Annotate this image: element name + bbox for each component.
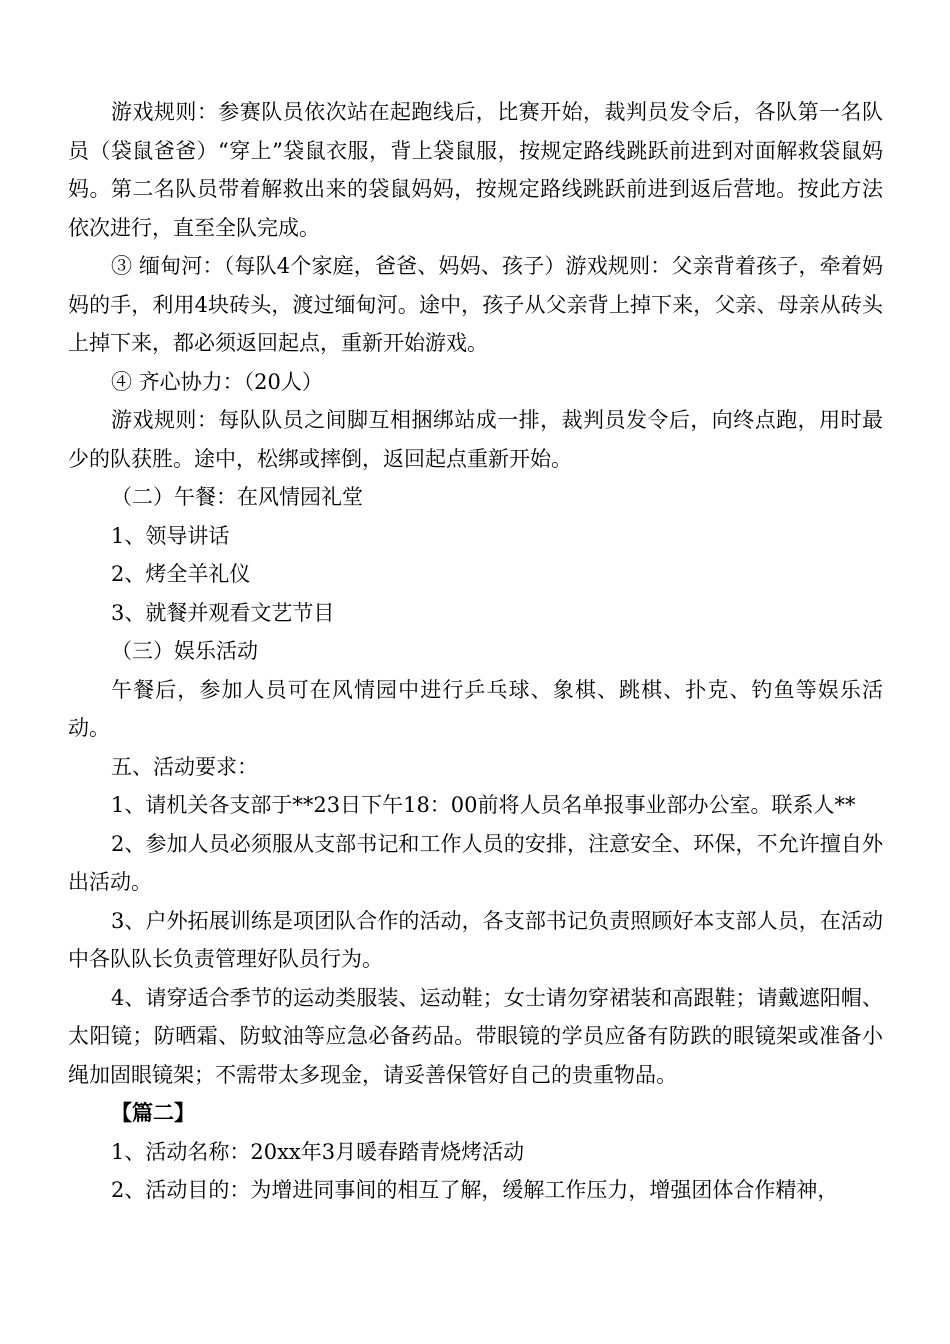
section-entertainment: （三）娱乐活动 [111,639,258,663]
requirement-2: 2、参加人员必须服从支部书记和工作人员的安排，注意安全、环保，不允许擅自外出活动。 [68,831,883,894]
part-two-item-1: 1、活动名称：20xx年3月暖春踏青烧烤活动 [111,1139,525,1164]
document-body [68,93,883,1210]
list-item-dinner-show: 3、就餐并观看文艺节目 [111,600,335,625]
requirement-4: 4、请穿适合季节的运动类服装、运动鞋；女士请勿穿裙装和高跟鞋；请戴遮阳帽、太阳镜；防晒霜、防蚊油等应急必备药品。带眼镜的学员应备有防跌的眼镜架或准备小绳加固眼镜架；不需带太多现金，请妥善保管好自己的贵重物品。 [68,985,883,1087]
section-lunch: （二）午餐：在风情园礼堂 [111,485,363,509]
requirement-3: 3、户外拓展训练是项团队合作的活动，各支部书记负责照顾好本支部人员，在活动中各队队长负责管理好队员行为。 [68,908,883,971]
list-item-roast-lamb: 2、烤全羊礼仪 [111,562,251,586]
paragraph-myanmar-river: ③ 缅甸河：（每队4个家庭，爸爸、妈妈、孩子）游戏规则：父亲背着孩子，牵着妈妈的手，利用4块砖头，渡过缅甸河。途中，孩子从父亲背上掉下来，父亲、母亲从砖头上掉下来，都必须返回起点，重新开始游戏。 [68,254,883,355]
list-item-leader-speech: 1、领导讲话 [111,523,230,548]
requirement-1: 1、请机关各支部于**23日下午18：00前将人员名单报事业部办公室。联系人** [111,793,856,817]
section-part-two: 【篇二】 [111,1100,195,1125]
part-two-item-2: 2、活动目的：为增进同事间的相互了解，缓解工作压力，增强团体合作精神， [111,1178,839,1202]
paragraph-teamwork-rules: 游戏规则：每队队员之间脚互相捆绑站成一排，裁判员发令后，向终点跑，用时最少的队获胜。途中，松绑或摔倒，返回起点重新开始。 [68,408,883,471]
section-requirements: 五、活动要求： [111,754,258,779]
paragraph-entertainment: 午餐后，参加人员可在风情园中进行乒乓球、象棋、跳棋、扑克、钓鱼等娱乐活动。 [68,677,883,740]
paragraph-kangaroo-rules: 游戏规则：参赛队员依次站在起跑线后，比赛开始，裁判员发令后，各队第一名队员（袋鼠爸爸）“穿上”袋鼠衣服，背上袋鼠服，按规定路线跳跃前进到对面解救袋鼠妈妈。第二名队员带着解救出来的袋鼠妈妈，按规定路线跳跃前进到返后营地。按此方法依次进行，直至全队完成。 [68,100,883,240]
paragraph-teamwork-title: ④ 齐心协力：（20人） [111,369,323,394]
